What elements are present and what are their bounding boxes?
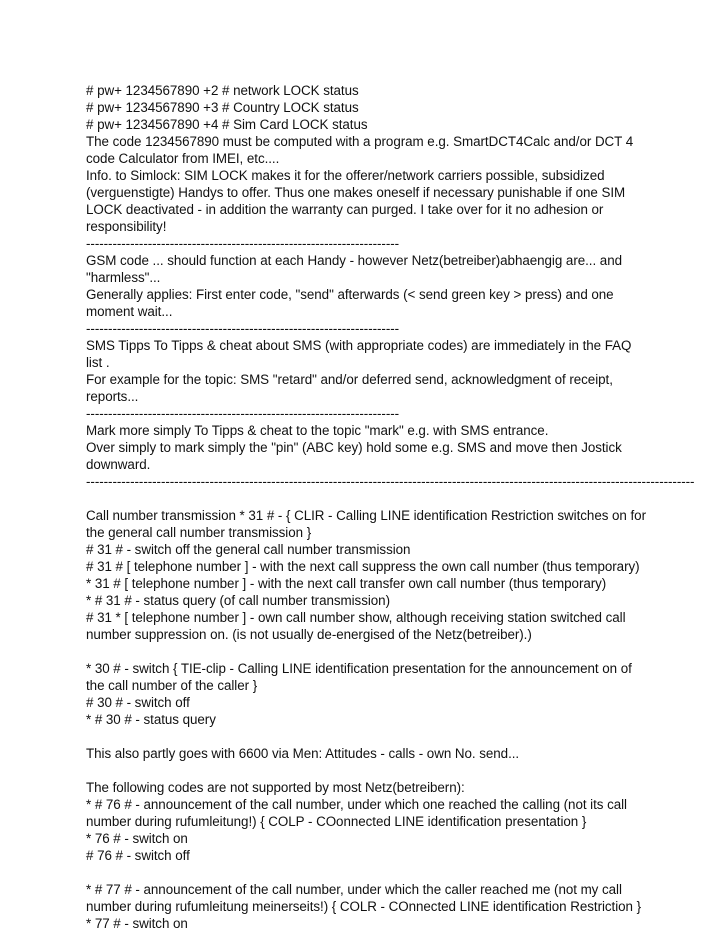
text-line: Mark more simply To Tipps & cheat to the topic "mark" e.g. with SMS entrance. [86,423,549,438]
text-line: LOCK deactivated - in addition the warranty can purged. I take over for it no adhesion or [86,202,604,217]
text-line: moment wait... [86,304,173,319]
text-line: # 30 # - switch off [86,695,190,710]
text-line: # 31 # - switch off the general call number transmission [86,542,411,557]
text-line: downward. [86,457,151,472]
text-line: * # 30 # - status query [86,712,216,727]
text-line: "harmless"... [86,270,161,285]
document-page [86,82,695,932]
text-line: # pw+ 1234567890 +3 # Country LOCK status [86,100,359,115]
text-line: Over simply to mark simply the "pin" (ABC key) hold some e.g. SMS and move then Jostick [86,440,622,455]
text-line: # pw+ 1234567890 +4 # Sim Card LOCK status [86,117,368,132]
text-line: This also partly goes with 6600 via Men: Attitudes - calls - own No. send... [86,746,520,761]
text-line: GSM code ... should function at each Handy - however Netz(betreiber)abhaengig are... and [86,253,622,268]
text-line: # 31 * [ telephone number ] - own call number show, although receiving station switched call [86,610,626,625]
text-line: number during rufumleitung!) { COLP - COonnected LINE identification presentation } [86,814,587,829]
text-line: The code 1234567890 must be computed with a program e.g. SmartDCT4Calc and/or DCT 4 [86,134,634,149]
text-line: reports... [86,389,139,404]
text-line: * 77 # - switch on [86,916,188,931]
text-line: The following codes are not supported by most Netz(betreibern): [86,780,465,795]
text-line: * # 31 # - status query (of call number transmission) [86,593,390,608]
blank-line [86,490,666,507]
text-line: number during rufumleitung meinerseits!) { COLR - COnnected LINE identification Restriction } [86,899,642,914]
text-line: # 31 # [ telephone number ] - with the next call suppress the own call number (thus temporary) [86,559,640,574]
separator-line: ----------------------------------------------------------------------- [86,321,400,336]
text-line: * # 76 # - announcement of the call number, under which one reached the calling (not its call [86,797,627,812]
text-line: (verguenstigte) Handys to offer. Thus one makes oneself if necessary punishable if one SIM [86,185,626,200]
blank-line [86,864,666,881]
text-line: SMS Tipps To Tipps & cheat about SMS (with appropriate codes) are immediately in the FAQ [86,338,632,353]
text-line: * # 77 # - announcement of the call number, under which the caller reached me (not my call [86,882,622,897]
text-line: code Calculator from IMEI, etc.... [86,151,280,166]
text-line: Info. to Simlock: SIM LOCK makes it for the offerer/network carriers possible, subsidized [86,168,605,183]
separator-line: ----------------------------------------------------------------------- [86,236,400,251]
text-line: list . [86,355,110,370]
text-line: Call number transmission * 31 # - { CLIR - Calling LINE identification Restriction switches on for [86,508,646,523]
text-line: * 30 # - switch { TIE-clip - Calling LINE identification presentation for the announcement on of [86,661,632,676]
text-line: responsibility! [86,219,167,234]
text-line: * 76 # - switch on [86,831,188,846]
blank-line [86,643,666,660]
text-line: For example for the topic: SMS "retard" and/or deferred send, acknowledgment of receipt, [86,372,613,387]
text-line: # 76 # - switch off [86,848,190,863]
blank-line [86,728,666,745]
text-line: number suppression on. (is not usually de-energised of the Netz(betreiber).) [86,627,532,642]
separator-line: ----------------------------------------------------------------------- [86,406,400,421]
text-line: the call number of the caller } [86,678,258,693]
separator-line: ------------------------------------------------------------------------------------------------------------------------------------------ [86,474,695,489]
text-line: * 31 # [ telephone number ] - with the next call transfer own call number (thus temporary) [86,576,607,591]
text-line: the general call number transmission } [86,525,312,540]
text-line: Generally applies: First enter code, "send" afterwards (< send green key > press) and one [86,287,614,302]
text-line: # pw+ 1234567890 +2 # network LOCK status [86,83,359,98]
blank-line [86,762,666,779]
